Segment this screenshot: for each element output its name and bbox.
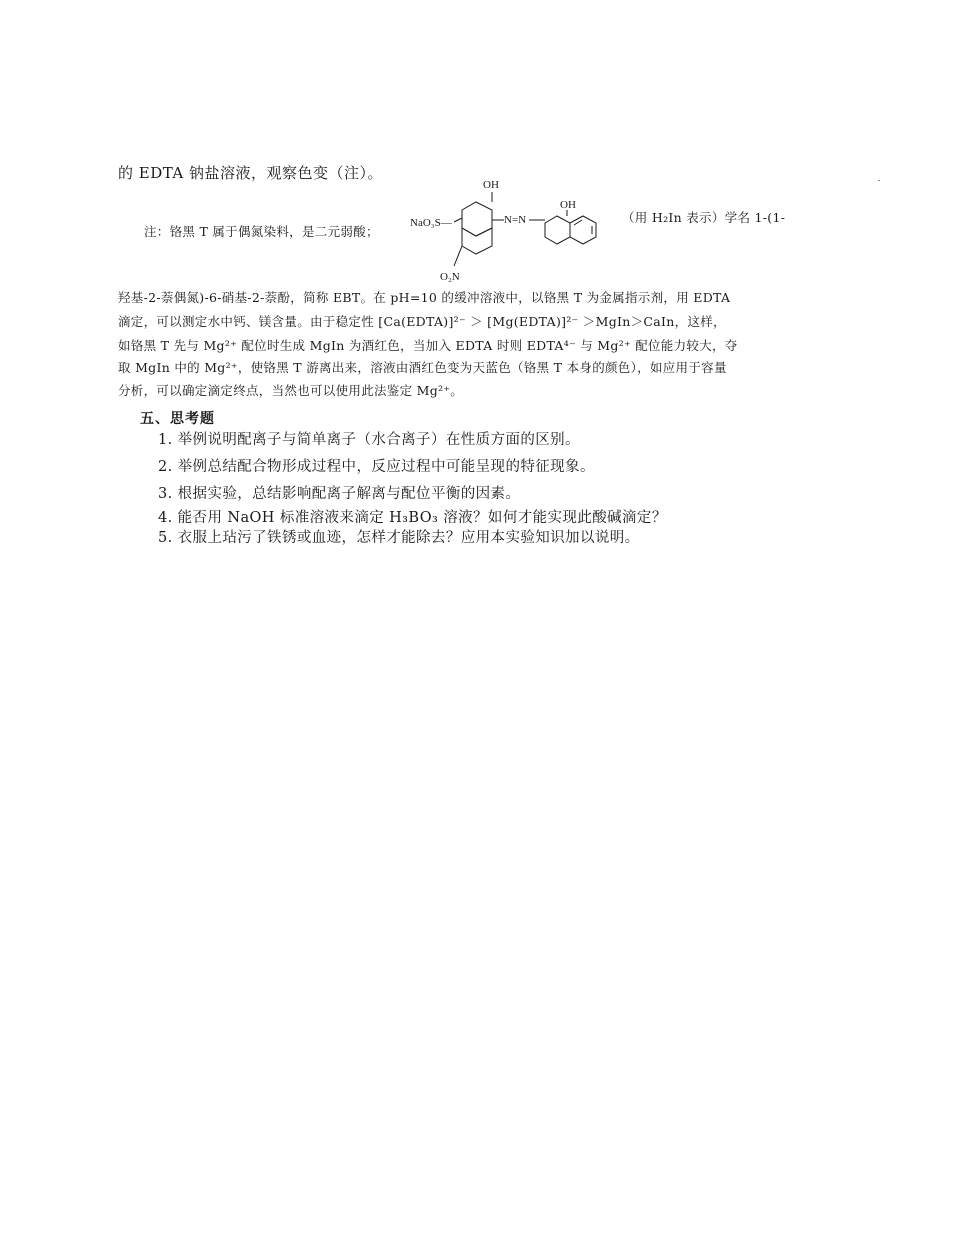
structure-naso3: NaO₃S— bbox=[410, 217, 452, 229]
structure-oh-right: OH bbox=[560, 199, 576, 211]
structure-o2n: O₂N bbox=[440, 271, 460, 283]
paragraph-line: 取 MgIn 中的 Mg²⁺，使铬黑 T 游离出来，溶液由酒红色变为天蓝色（铬黑 T 本身的颜色），如应用于容量 bbox=[118, 360, 727, 375]
intro-line: 的 EDTA 钠盐溶液，观察色变（注）。 bbox=[118, 164, 384, 182]
question-item: 1. 举例说明配离子与简单离子（水合离子）在性质方面的区别。 bbox=[158, 432, 580, 448]
question-item: 5. 衣服上玷污了铁锈或血迹，怎样才能除去？应用本实验知识加以说明。 bbox=[158, 530, 640, 546]
question-item: 3. 根据实验，总结影响配离子解离与配位平衡的因素。 bbox=[158, 486, 521, 502]
paragraph-line: 羟基-2-萘偶氮)-6-硝基-2-萘酚，简称 EBT。在 pH=10 的缓冲溶液中，以铬黑 T 为金属指示剂，用 EDTA bbox=[118, 290, 731, 305]
note-head: 注：铬黑 T 属于偶氮染料，是二元弱酸； bbox=[144, 224, 379, 239]
note-tail: （用 H₂In 表示）学名 1-(1- bbox=[622, 210, 786, 225]
section-title: 五、思考题 bbox=[140, 411, 215, 427]
paragraph-line: 分析，可以确定滴定终点，当然也可以使用此法鉴定 Mg²⁺。 bbox=[118, 383, 464, 398]
eriochrome-black-t-structure bbox=[410, 176, 620, 288]
paragraph-line: 滴定，可以测定水中钙、镁含量。由于稳定性 [Ca(EDTA)]²⁻ ＞ [Mg(EDTA)]²⁻ ＞MgIn＞CaIn，这样， bbox=[118, 314, 726, 329]
question-item: 4. 能否用 NaOH 标准溶液来滴定 H₃BO₃ 溶液？如何才能实现此酸碱滴定？ bbox=[158, 510, 667, 526]
scan-speck bbox=[878, 180, 880, 181]
question-item: 2. 举例总结配合物形成过程中，反应过程中可能呈现的特征现象。 bbox=[158, 459, 595, 475]
structure-oh-top: OH bbox=[483, 179, 499, 191]
paragraph-line: 如铬黑 T 先与 Mg²⁺ 配位时生成 MgIn 为酒红色，当加入 EDTA 时则 EDTA⁴⁻ 与 Mg²⁺ 配位能力较大，夺 bbox=[118, 338, 738, 353]
structure-azo: N=N bbox=[504, 214, 527, 226]
